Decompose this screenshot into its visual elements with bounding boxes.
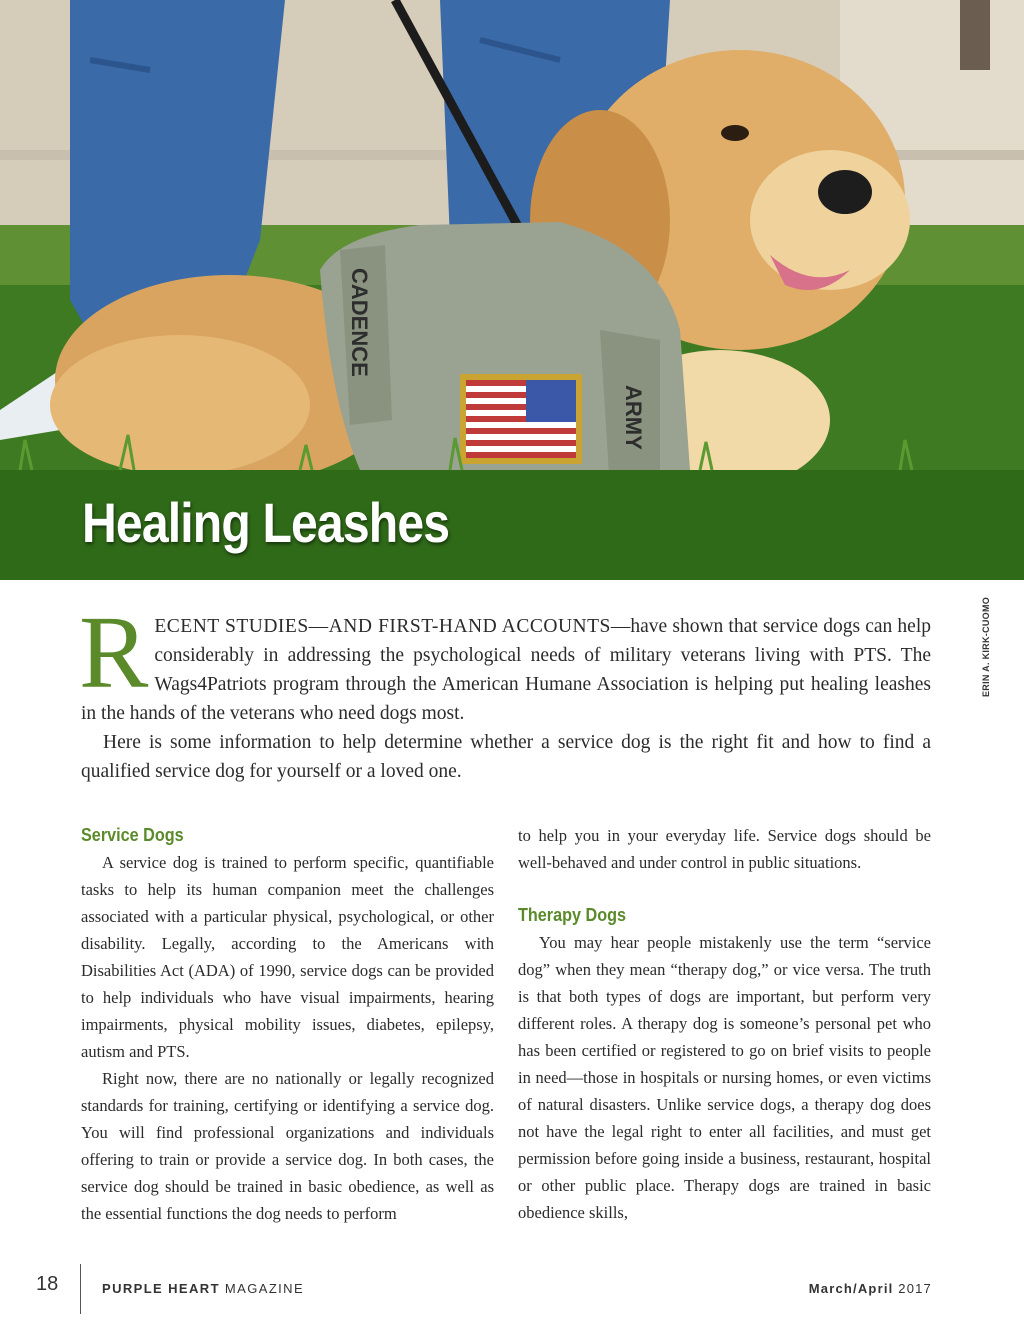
issue-month: March/April — [808, 1281, 894, 1296]
photo-credit: ERIN A. KIRK-CUOMO — [981, 596, 991, 697]
footer-divider — [80, 1264, 81, 1314]
intro-paragraph-1-text: —have shown that service dogs can help considerably in addressing the psychological needs of military veterans living with PTS. The Wags4Patriots program through the American Humane Association is helping put healing leashes in the hands of the veterans who need dogs most. — [81, 616, 931, 724]
hero-photo — [0, 0, 1024, 580]
magazine-name — [102, 1281, 304, 1296]
service-dogs-paragraph-continued: to help you in your everyday life. Service dogs should be well-behaved and under control in public situations. — [518, 826, 931, 872]
service-dogs-paragraph-1: A service dog is trained to perform specific, quantifiable tasks to help its human companion meet the challenges associated with a particular physical, psychological, or other disability. Legally, according to the Americans with Disabilities Act (ADA) of 1990, service dogs can be provided to help individuals who have visual impairments, hearing impairments, physical mobility issues, diabetes, epilepsy, autism and PTS. — [81, 853, 494, 1061]
intro-paragraph-1 — [79, 595, 931, 728]
vest-branch-tag: ARMY — [621, 385, 646, 450]
issue-date — [809, 1281, 932, 1296]
drop-cap: R — [79, 595, 149, 710]
section-heading-service-dogs: Service Dogs — [81, 825, 184, 845]
issue-year: 2017 — [893, 1281, 932, 1296]
intro-section — [79, 595, 931, 786]
magazine-name-bold: PURPLE HEART — [102, 1281, 220, 1296]
right-column — [518, 822, 931, 1226]
intro-lead-caps: ECENT STUDIES—AND FIRST-HAND ACCOUNTS — [154, 616, 611, 637]
page-title: Healing Leashes — [82, 491, 450, 554]
therapy-dogs-paragraph-1: You may hear people mistakenly use the term “service dog” when they mean “therapy dog,” or vice versa. The truth is that both types of dogs are important, but perform very different roles. A therapy dog is someone’s personal pet who has been certified or registered to go on brief visits to people in need—those in hospitals or nursing homes, or even victims of natural disasters. Unlike service dogs, a therapy dog does not have the legal right to enter all facilities, and must get permission before going inside a business, restaurant, hospital or other public place. Therapy dogs are trained in basic obedience skills, — [518, 933, 931, 1222]
section-spacer — [518, 876, 931, 902]
intro-paragraph-2: Here is some information to help determine whether a service dog is the right fit and how to find a qualified service dog for yourself or a loved one. — [81, 732, 931, 782]
page-number: 18 — [36, 1273, 59, 1295]
left-column — [81, 822, 494, 1227]
section-heading-therapy-dogs: Therapy Dogs — [518, 905, 627, 925]
service-dogs-paragraph-2: Right now, there are no nationally or legally recognized standards for training, certifying or identifying a service dog. You will find professional organizations and individuals offering to train or provide a service dog. In both cases, the service dog should be trained in basic obedience, as well as the essential functions the dog needs to perform — [81, 1069, 494, 1223]
magazine-name-light: MAGAZINE — [219, 1281, 305, 1296]
vest-name-tag: CADENCE — [347, 268, 372, 377]
